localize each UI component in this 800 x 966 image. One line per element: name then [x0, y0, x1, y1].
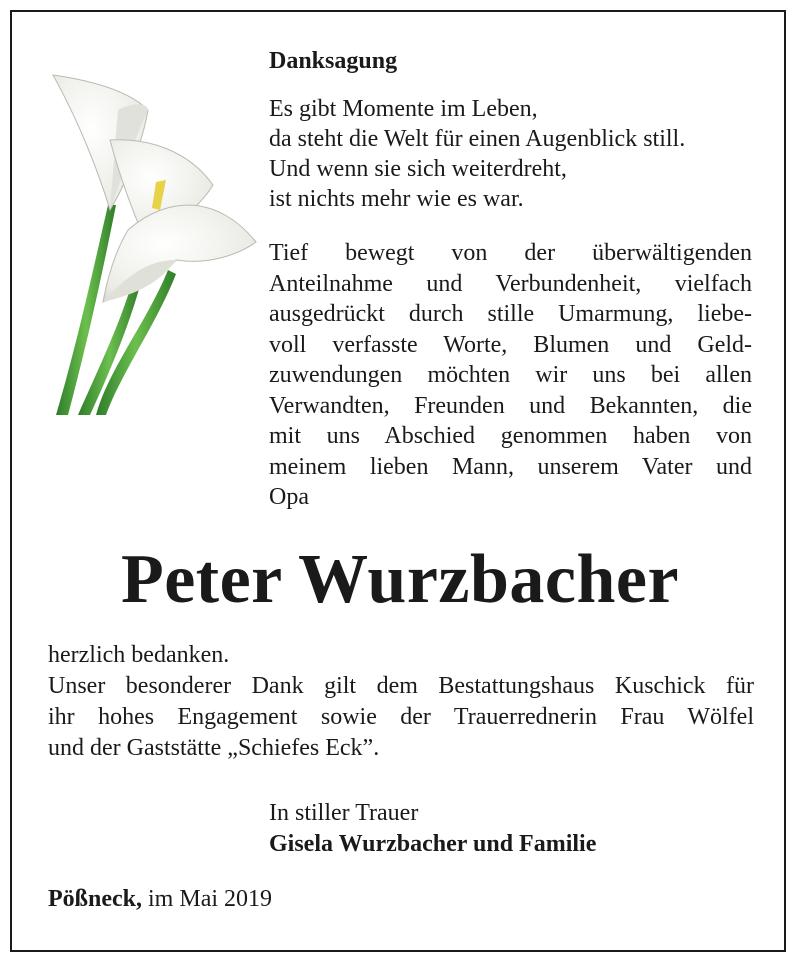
body-line: ausgedrückt durch stille Umarmung, liebe- [269, 301, 752, 327]
closing-line: herzlich bedanken. [48, 642, 230, 668]
body-line: zuwendungen möchten wir uns bei allen [269, 362, 752, 388]
body-line: Opa [269, 484, 309, 510]
calla-lily-icon [48, 70, 263, 415]
closing-paragraph [48, 640, 754, 764]
thanks-paragraph [269, 238, 752, 513]
deceased-name: Peter Wurzbacher [120, 541, 680, 618]
body-line: voll verfasste Worte, Blumen und Geld- [269, 331, 752, 358]
poem-line: da steht die Welt für einen Augenblick still. [269, 126, 686, 152]
body-line: meinem lieben Mann, unserem Vater und [269, 453, 752, 480]
closing-line: Unser besonderer Dank gilt dem Bestattungshaus Kuschick für [48, 673, 754, 699]
poem-line: Und wenn sie sich weiterdreht, [269, 156, 567, 182]
poem-line: Es gibt Momente im Leben, [269, 96, 538, 122]
closing-line: ihr hohes Engagement sowie der Trauerrednerin Frau Wölfel [48, 704, 754, 730]
date: im Mai 2019 [148, 886, 273, 912]
body-line: Tief bewegt von der überwältigenden [269, 240, 752, 266]
poem-line: ist nichts mehr wie es war. [269, 186, 524, 212]
place: Pößneck, [48, 886, 143, 912]
signature-family: Gisela Wurzbacher und Familie [269, 831, 597, 857]
body-line: mit uns Abschied genommen haben von [269, 423, 752, 449]
place-date [48, 886, 272, 913]
signature-intro: In stiller Trauer [269, 800, 419, 826]
body-line: Verwandten, Freunden und Bekannten, die [269, 392, 752, 419]
body-line: Anteilnahme und Verbundenheit, vielfach [269, 270, 752, 297]
closing-line: und der Gaststätte „Schiefes Eck”. [48, 735, 380, 761]
heading: Danksagung [269, 48, 398, 74]
poem [269, 94, 685, 214]
signature [269, 798, 596, 860]
